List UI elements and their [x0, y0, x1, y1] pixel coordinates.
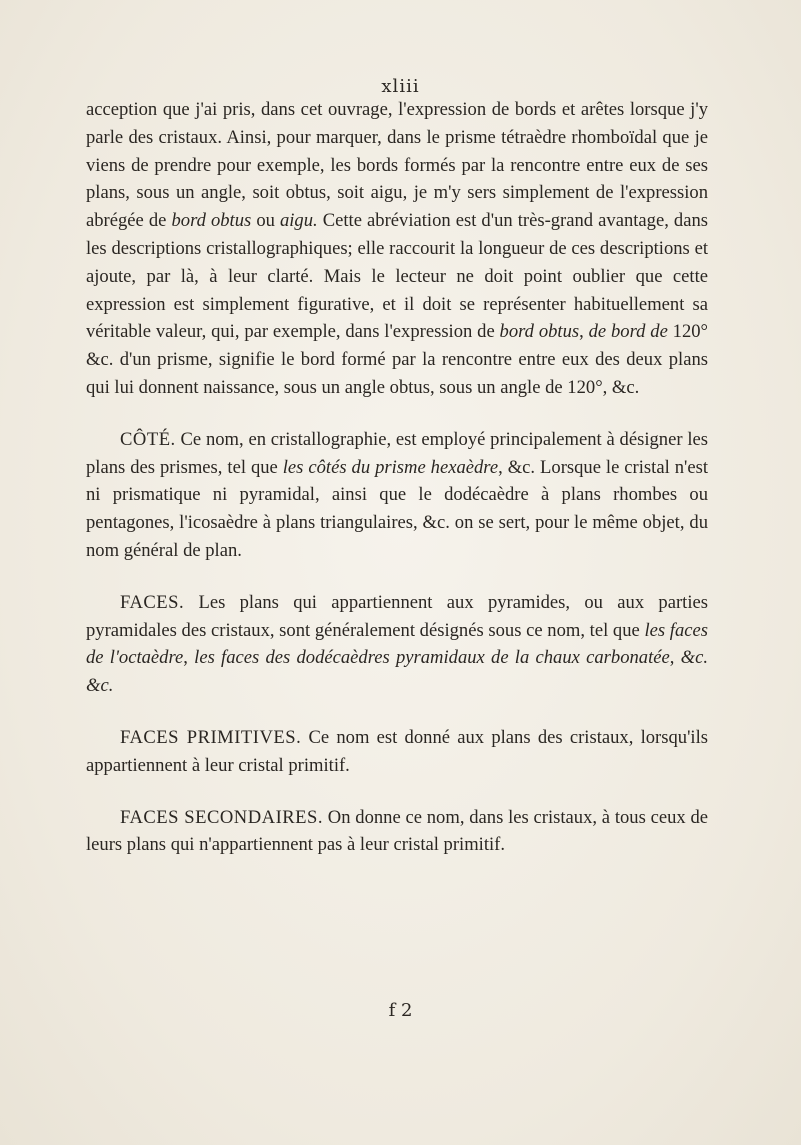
paragraph-faces-primitives: [86, 724, 708, 780]
text-run: On donne ce nom, dans les cristaux, à tous ceux de leurs plans qui n'appartiennent pas à leur cristal primitif.: [86, 806, 708, 856]
entry-term: FACES SECONDAIRES.: [120, 806, 324, 828]
text-run: ou: [251, 210, 280, 232]
italic-text: de bord de: [588, 321, 668, 343]
italic-text: bord obtus: [171, 210, 252, 232]
text-run: ,: [579, 321, 589, 343]
italic-text: les côtés du prisme hexaèdre: [282, 456, 499, 478]
signature-mark: f 2: [388, 1000, 413, 1021]
italic-text: les faces de l'octaèdre: [86, 619, 708, 669]
text-run: ,: [669, 647, 681, 669]
paragraph-faces: [86, 589, 708, 700]
entry-term: CÔTÉ.: [120, 428, 176, 450]
text-run: Ce nom, en cristallographie, est employé principalement à désigner les plans des prismes, tel que: [86, 428, 708, 478]
italic-text: aigu.: [279, 210, 318, 232]
text-run: ,: [183, 647, 195, 669]
text-run: Cette abréviation est d'un très-grand avantage, dans les descriptions cristallographiques; elle raccourit la longueur de ces descriptions et ajoute, par là, à leur clarté. Mais le lecteur ne doit point oublier que cette expression est simplement figurative, et il doit se représenter habituellement sa véritable valeur, qui, par exemple, dans l'expression de: [86, 210, 709, 343]
entry-term: FACES PRIMITIVES.: [120, 726, 302, 748]
text-run: Ce nom est donné aux plans des cristaux, lorsqu'ils appartiennent à leur cristal primitif.: [86, 726, 708, 776]
text-run: , &c. Lorsque le cristal n'est ni prismatique ni pyramidal, ainsi que le dodécaèdre à plans rhombes ou pentagones, l'icosaèdre à plans triangulaires, &c. on se sert, pour le même objet, du nom général de plan.: [86, 456, 708, 561]
text-run: 120° &c. d'un prisme, signifie le bord formé par la rencontre entre eux des deux plans qui lui donnent naissance, sous un angle obtus, sous un angle de 120°, &c.: [86, 321, 708, 398]
paragraph-cote: [86, 426, 708, 565]
paragraph-bords: [86, 96, 708, 402]
page-number: xliii: [381, 76, 420, 97]
entry-term: FACES.: [120, 591, 185, 613]
text-run: Les plans qui appartiennent aux pyramides, ou aux parties pyramidales des cristaux, sont généralement désignés sous ce nom, tel que: [86, 591, 708, 641]
paragraph-faces-secondaires: [86, 804, 708, 860]
italic-text: bord obtus: [499, 321, 580, 343]
italic-text: &c. &c.: [86, 647, 709, 697]
italic-text: les faces des dodécaèdres pyramidaux de la chaux carbonatée: [194, 647, 670, 669]
page-body: [86, 96, 708, 859]
text-run: acception que j'ai pris, dans cet ouvrage, l'expression de bords et arêtes lorsque j'y parle des cristaux. Ainsi, pour marquer, dans le prisme tétraèdre rhomboïdal que je viens de prendre pour exemple, les bords formés par la rencontre entre eux de ses plans, sous un angle, soit obtus, soit aigu, je m'y sers simplement de l'expression abrégée de: [86, 99, 708, 232]
